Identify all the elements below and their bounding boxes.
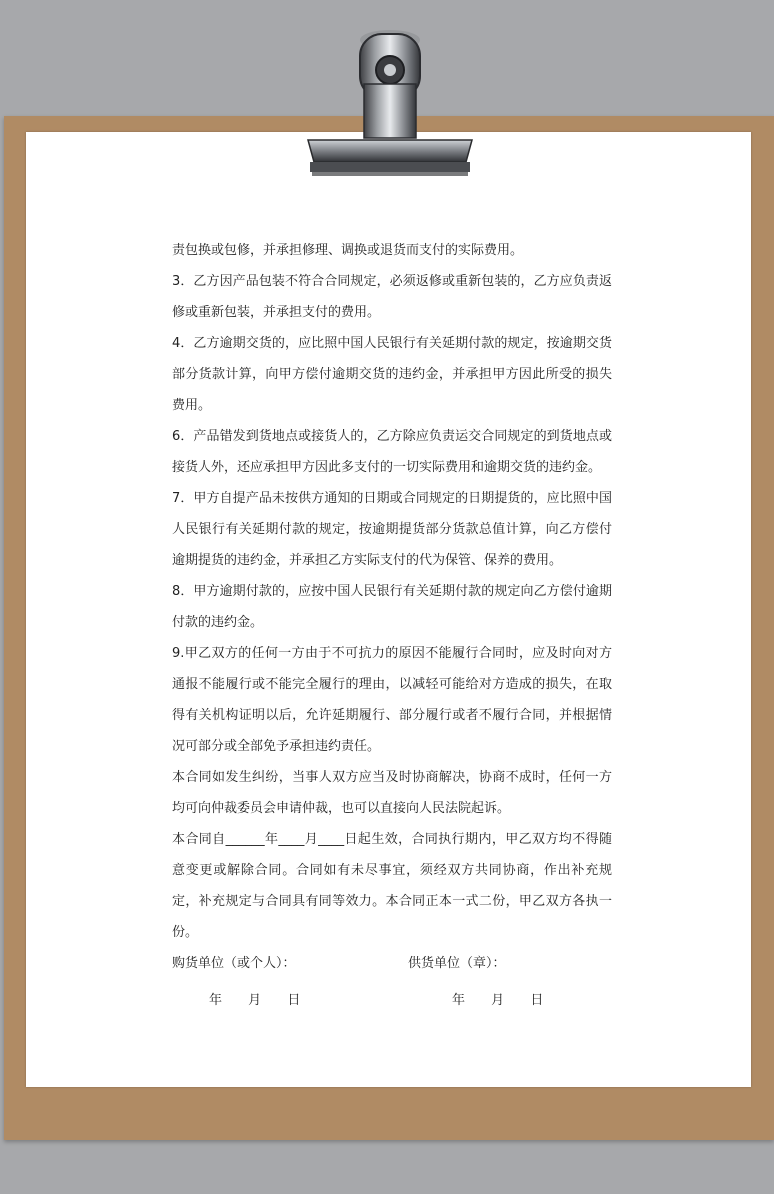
contract-body <box>172 235 612 1016</box>
date-day-label: 日 <box>530 993 544 1008</box>
date-month-label: 月 <box>491 993 505 1008</box>
contract-paragraph: 7．甲方自提产品未按供方通知的日期或合同规定的日期提货的，应比照中国人民银行有关延期付款的规定，按逾期提货部分货款总值计算，向乙方偿付逾期提货的违约金，并承担乙方实际支付的代为保管、保养的费用。 <box>172 491 612 568</box>
contract-paragraph: 4．乙方逾期交货的，应比照中国人民银行有关延期付款的规定，按逾期交货部分货款计算，向甲方偿付逾期交货的违约金，并承担甲方因此所受的损失费用。 <box>172 336 612 413</box>
date-row <box>172 985 612 1016</box>
date-month-label: 月 <box>248 993 262 1008</box>
signature-row <box>172 948 612 979</box>
buyer-label: 购货单位（或个人）： <box>172 956 296 971</box>
date-year-label: 年 <box>452 993 466 1008</box>
date-day-label: 日 <box>287 993 301 1008</box>
contract-paragraph: 本合同如发生纠纷，当事人双方应当及时协商解决，协商不成时，任何一方均可向仲裁委员会申请仲裁，也可以直接向人民法院起诉。 <box>172 770 612 816</box>
seller-label: 供货单位（章）： <box>408 956 506 971</box>
contract-paragraph: 9.甲乙双方的任何一方由于不可抗力的原因不能履行合同时，应及时向对方通报不能履行或不能完全履行的理由，以减轻可能给对方造成的损失，在取得有关机构证明以后，允许延期履行、部分履行或者不履行合同，并根据情况可部分或全部免予承担违约责任。 <box>172 646 612 754</box>
contract-paragraph: 8．甲方逾期付款的，应按中国人民银行有关延期付款的规定向乙方偿付逾期付款的违约金。 <box>172 584 612 630</box>
contract-paragraph: 3．乙方因产品包装不符合合同规定，必须返修或重新包装的，乙方应负责返修或重新包装，并承担支付的费用。 <box>172 274 612 320</box>
date-year-label: 年 <box>209 993 223 1008</box>
metal-binder-clip-icon <box>296 28 476 178</box>
contract-paragraph: 责包换或包修，并承担修理、调换或退货而支付的实际费用。 <box>172 243 524 258</box>
seller-date <box>408 985 565 1016</box>
buyer-date <box>172 985 408 1016</box>
contract-paragraph: 本合同自______年____月____日起生效，合同执行期内，甲乙双方均不得随意变更或解除合同。合同如有未尽事宜，须经双方共同协商，作出补充规定，补充规定与合同具有同等效力。本合同正本一式二份，甲乙双方各执一份。 <box>172 832 612 940</box>
contract-paragraph: 6．产品错发到货地点或接货人的，乙方除应负责运交合同规定的到货地点或接货人外，还应承担甲方因此多支付的一切实际费用和逾期交货的违约金。 <box>172 429 612 475</box>
